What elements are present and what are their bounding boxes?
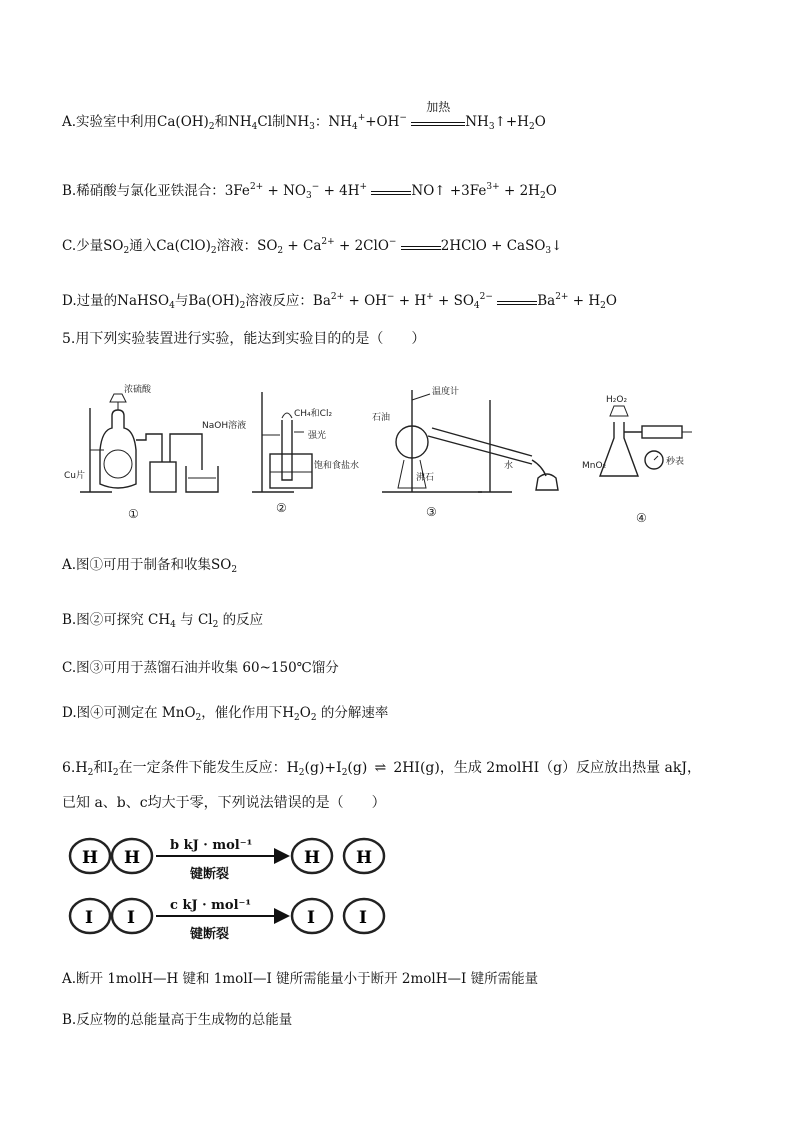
fig-label-watch: 秒表 xyxy=(666,457,685,467)
q4-d-mid2: 溶液反应： xyxy=(245,293,313,309)
q4-d-prefix: D.过量的 xyxy=(62,293,118,309)
q6-bond-figure xyxy=(66,832,396,950)
q6-stem-mid: 在一定条件下能发生反应： xyxy=(118,760,287,776)
fig-label-stone: 沸石 xyxy=(416,473,435,483)
equals-with-condition xyxy=(411,100,465,126)
q4-option-a: A.实验室中利用$Ca(OH)_2$和$NH_4Cl$制$NH_3$：$NH_4^++OH^-$ 加热 $NH_3↑+H_2O$ xyxy=(62,108,546,137)
equals-sign xyxy=(401,237,441,250)
fig-label-gas: CH₄和Cl₂ xyxy=(294,409,333,419)
break-label-2: 键断裂 xyxy=(190,927,230,942)
q6-stem-and: 和 xyxy=(93,760,108,776)
fig-number-4: ④ xyxy=(636,511,647,525)
q5-d-mid: ，催化作用下 xyxy=(201,705,283,721)
q5-option-d: D.图④可测定在 MnO$_2$，催化作用下$H_2O_2$ 的分解速率 xyxy=(62,705,389,723)
q4-a-prefix: A.实验室中利用 xyxy=(62,114,158,130)
q4-option-c: C.少量$SO_2$通入$Ca(ClO)_2$溶液：$SO_2 + Ca^{2+} + 2ClO^-$ 2HClO + CaSO$_3$↓ xyxy=(62,237,563,256)
atom-h-3: H xyxy=(304,848,321,868)
q5-option-b: B.图②可探究 $CH_4$ 与 $Cl_2$ 的反应 xyxy=(62,612,264,630)
fig-number-2: ② xyxy=(276,501,287,515)
atom-i-4: I xyxy=(359,908,367,928)
q4-a-mid: 和 xyxy=(214,114,229,130)
fig-number-1: ① xyxy=(128,507,139,521)
fig-label-thermo: 温度计 xyxy=(432,387,460,397)
atom-h-1: H xyxy=(82,848,99,868)
fig-number-3: ③ xyxy=(426,505,437,519)
bond-energy-h: b kJ · mol⁻¹ xyxy=(170,838,253,853)
fig-label-mno2: MnO₂ xyxy=(582,461,607,471)
q6-option-b: B.反应物的总能量高于生成物的总能量 xyxy=(62,1012,293,1028)
q4-c-mid2: 溶液： xyxy=(216,238,258,254)
apparatus-4 xyxy=(582,395,692,525)
atom-i-1: I xyxy=(85,908,93,928)
fig-label-naoh: NaOH溶液 xyxy=(202,421,247,431)
apparatus-3 xyxy=(372,385,558,519)
q4-d-mid: 与 xyxy=(174,293,189,309)
q5-b-post: 的反应 xyxy=(222,612,264,628)
break-label-1: 键断裂 xyxy=(190,867,230,882)
atom-h-4: H xyxy=(356,848,373,868)
q6-stem-post: ，生成 2molHI（g）反应放出热量 akJ， xyxy=(439,760,701,776)
q5-stem: 5.用下列实验装置进行实验，能达到实验目的的是（ ） xyxy=(62,331,426,347)
q5-option-c: C.图③可用于蒸馏石油并收集 60~150℃馏分 xyxy=(62,660,339,676)
q5-a-text: A.图①可用于制备和收集 xyxy=(62,557,212,573)
apparatus-2 xyxy=(252,392,359,515)
fig-label-water: 水 xyxy=(504,461,514,471)
fig-label-light: 强光 xyxy=(308,431,327,441)
q6-stem-line2: 已知 a、b、c均大于零，下列说法错误的是（ ） xyxy=(62,795,386,811)
bond-energy-i: c kJ · mol⁻¹ xyxy=(170,898,252,913)
reversible-arrow: ⇌ xyxy=(374,760,387,776)
q6-option-a: A.断开 1molH—H 键和 1molI—I 键所需能量小于断开 2molH—I 键所需能量 xyxy=(62,971,539,987)
atom-i-2: I xyxy=(127,908,135,928)
fig-label-brine: 饱和食盐水 xyxy=(314,461,360,471)
equals-sign xyxy=(371,182,411,195)
q4-option-b: B.稀硝酸与氯化亚铁混合：$3Fe^{2+} + NO_3^- + 4H^+$ NO↑ $+3Fe^{3+} + 2H_2O$ xyxy=(62,182,557,201)
q4-a-mid2: 制 xyxy=(272,114,286,130)
q5-apparatus-figure xyxy=(62,380,702,525)
q4-c-mid: 通入 xyxy=(129,238,157,254)
apparatus-1 xyxy=(64,383,246,521)
q4-a-colon: ： xyxy=(314,114,329,130)
q4-option-d: D.过量的NaHSO$_4$与$Ba(OH)_2$溶液反应：$Ba^{2+} + OH^- + H^+ + SO_4^{2-}$ $Ba^{2+} + H_2O$ xyxy=(62,292,617,311)
fig-label-oil: 石油 xyxy=(372,413,391,423)
q4-c-prefix: C.少量 xyxy=(62,238,104,254)
atom-i-3: I xyxy=(307,908,315,928)
q5-b-mid: 与 xyxy=(180,612,194,628)
equals-sign xyxy=(497,292,537,305)
q5-d-post: 的分解速率 xyxy=(320,705,389,721)
q6-stem-pre: 6. xyxy=(62,760,76,776)
fig-label-cu: Cu片 xyxy=(64,471,85,481)
q4-b-text: B.稀硝酸与氯化亚铁混合： xyxy=(62,183,225,199)
q5-b-pre: B.图②可探究 xyxy=(62,612,144,628)
q6-stem-line1: $6.H_2$和$I_2$在一定条件下能发生反应：$H_2(g)+I_2(g)$ ⇌ 2HI(g)，生成 2molHI（g）反应放出热量 akJ， xyxy=(62,760,701,778)
reaction-condition: 加热 xyxy=(426,100,451,114)
fig-label-acid: 浓硫酸 xyxy=(124,385,152,395)
fig-label-h2o2: H₂O₂ xyxy=(606,395,628,405)
q5-option-a: A.图①可用于制备和收集$SO_2$ xyxy=(62,557,238,575)
q5-d-pre: D.图④可测定在 xyxy=(62,705,158,721)
atom-h-2: H xyxy=(124,848,141,868)
